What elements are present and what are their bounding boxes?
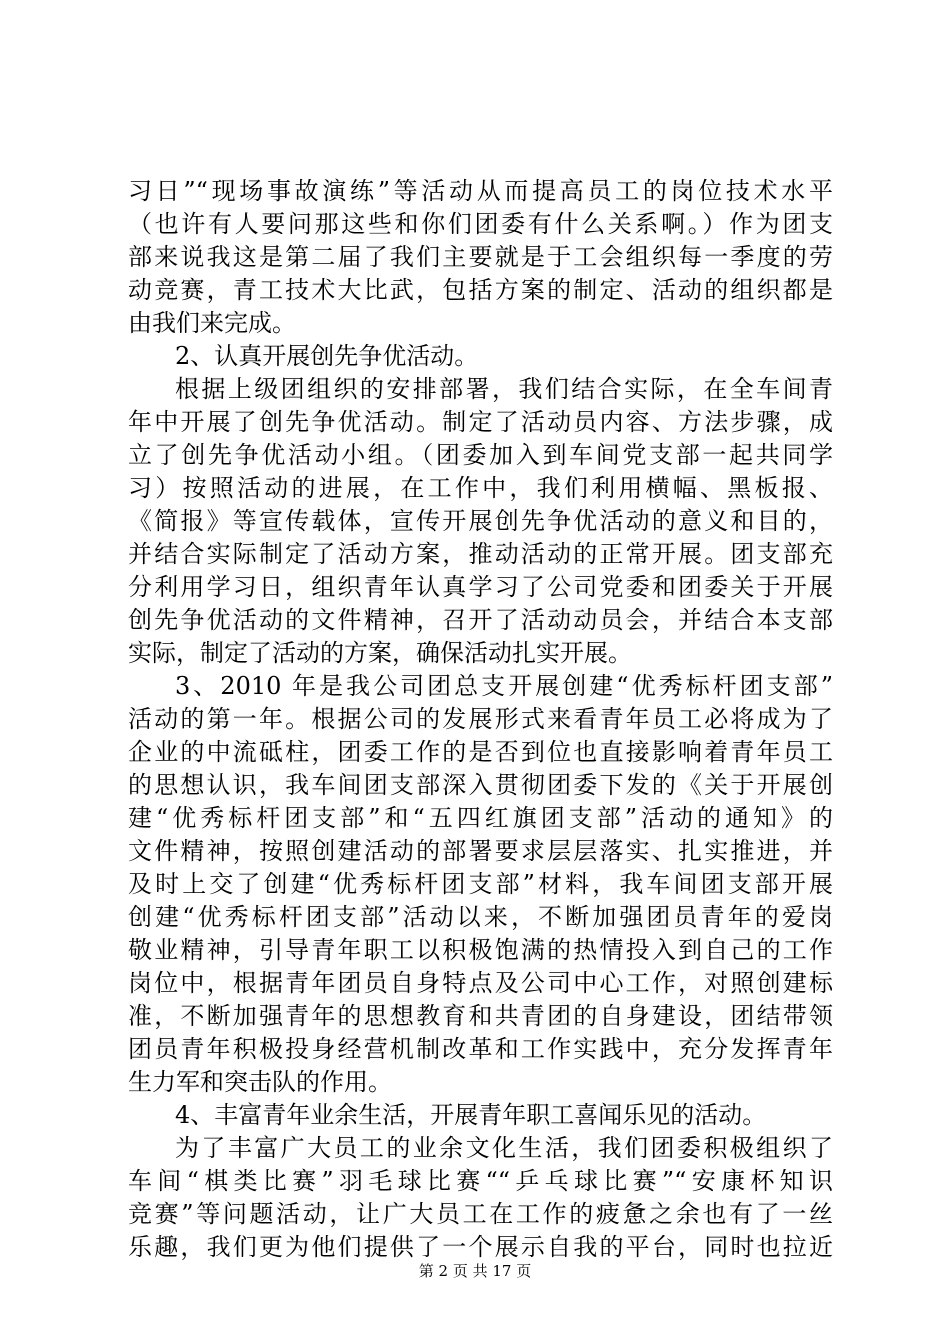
- text-line: 创先争优活动的文件精神，召开了活动动员会，并结合本支部: [128, 606, 833, 634]
- text-line: 分利用学习日，组织青年认真学习了公司党委和团委关于开展: [128, 573, 833, 601]
- text-line: 竞赛”等问题活动，让广大员工在工作的疲惫之余也有了一丝: [128, 1200, 833, 1228]
- page-footer: 第 2 页 共 17 页: [418, 1262, 532, 1280]
- text-line: （也许有人要问那这些和你们团委有什么关系啊。）作为团支: [128, 210, 833, 238]
- text-line: 敬业精神，引导青年职工以积极饱满的热情投入到自己的工作: [128, 936, 833, 964]
- text-line: 为了丰富广大员工的业余文化生活，我们团委积极组织了: [175, 1134, 833, 1162]
- text-line: 生力军和突击队的作用。: [128, 1068, 392, 1096]
- text-line: 并结合实际制定了活动方案，推动活动的正常开展。团支部充: [128, 540, 833, 568]
- text-line: 动竞赛，青工技术大比武，包括方案的制定、活动的组织都是: [128, 276, 833, 304]
- text-line: 准，不断加强青年的思想教育和共青团的自身建设，团结带领: [128, 1002, 833, 1030]
- text-line: 习）按照活动的进展，在工作中，我们利用横幅、黑板报、: [128, 474, 833, 502]
- section-heading: 4、丰富青年业余生活，开展青年职工喜闻乐见的活动。: [175, 1101, 767, 1129]
- text-line: 习日”“现场事故演练”等活动从而提高员工的岗位技术水平: [128, 177, 833, 205]
- text-line: 的思想认识，我车间团支部深入贯彻团委下发的《关于开展创: [128, 771, 833, 799]
- document-body: [128, 175, 833, 1264]
- text-line: 车间“棋类比赛”羽毛球比赛““乒乓球比赛”“安康杯知识: [128, 1167, 833, 1195]
- text-line: 岗位中，根据青年团员自身特点及公司中心工作，对照创建标: [128, 969, 833, 997]
- text-line: 建“优秀标杆团支部”和“五四红旗团支部”活动的通知》的: [128, 804, 833, 832]
- text-line: 创建“优秀标杆团支部”活动以来，不断加强团员青年的爱岗: [128, 903, 833, 931]
- text-line: 立了创先争优活动小组。（团委加入到车间党支部一起共同学: [128, 441, 833, 469]
- text-line: 由我们来完成。: [128, 309, 296, 337]
- text-line: 团员青年积极投身经营机制改革和工作实践中，充分发挥青年: [128, 1035, 833, 1063]
- text-line: 《简报》等宣传载体，宣传开展创先争优活动的意义和目的，: [128, 507, 833, 535]
- text-line: 文件精神，按照创建活动的部署要求层层落实、扎实推进，并: [128, 837, 833, 865]
- text-line: 活动的第一年。根据公司的发展形式来看青年员工必将成为了: [128, 705, 833, 733]
- section-heading: 2、认真开展创先争优活动。: [175, 342, 479, 370]
- text-line: 及时上交了创建“优秀标杆团支部”材料，我车间团支部开展: [128, 870, 833, 898]
- section-heading: 3、2010 年是我公司团总支开展创建“优秀标杆团支部”: [175, 672, 833, 700]
- text-line: 乐趣，我们更为他们提供了一个展示自我的平台，同时也拉近: [128, 1233, 833, 1261]
- text-line: 部来说我这是第二届了我们主要就是于工会组织每一季度的劳: [128, 243, 833, 271]
- text-line: 根据上级团组织的安排部署，我们结合实际，在全车间青: [175, 375, 833, 403]
- text-line: 实际，制定了活动的方案，确保活动扎实开展。: [128, 639, 632, 667]
- text-line: 年中开展了创先争优活动。制定了活动员内容、方法步骤，成: [128, 408, 833, 436]
- text-line: 企业的中流砥柱，团委工作的是否到位也直接影响着青年员工: [128, 738, 833, 766]
